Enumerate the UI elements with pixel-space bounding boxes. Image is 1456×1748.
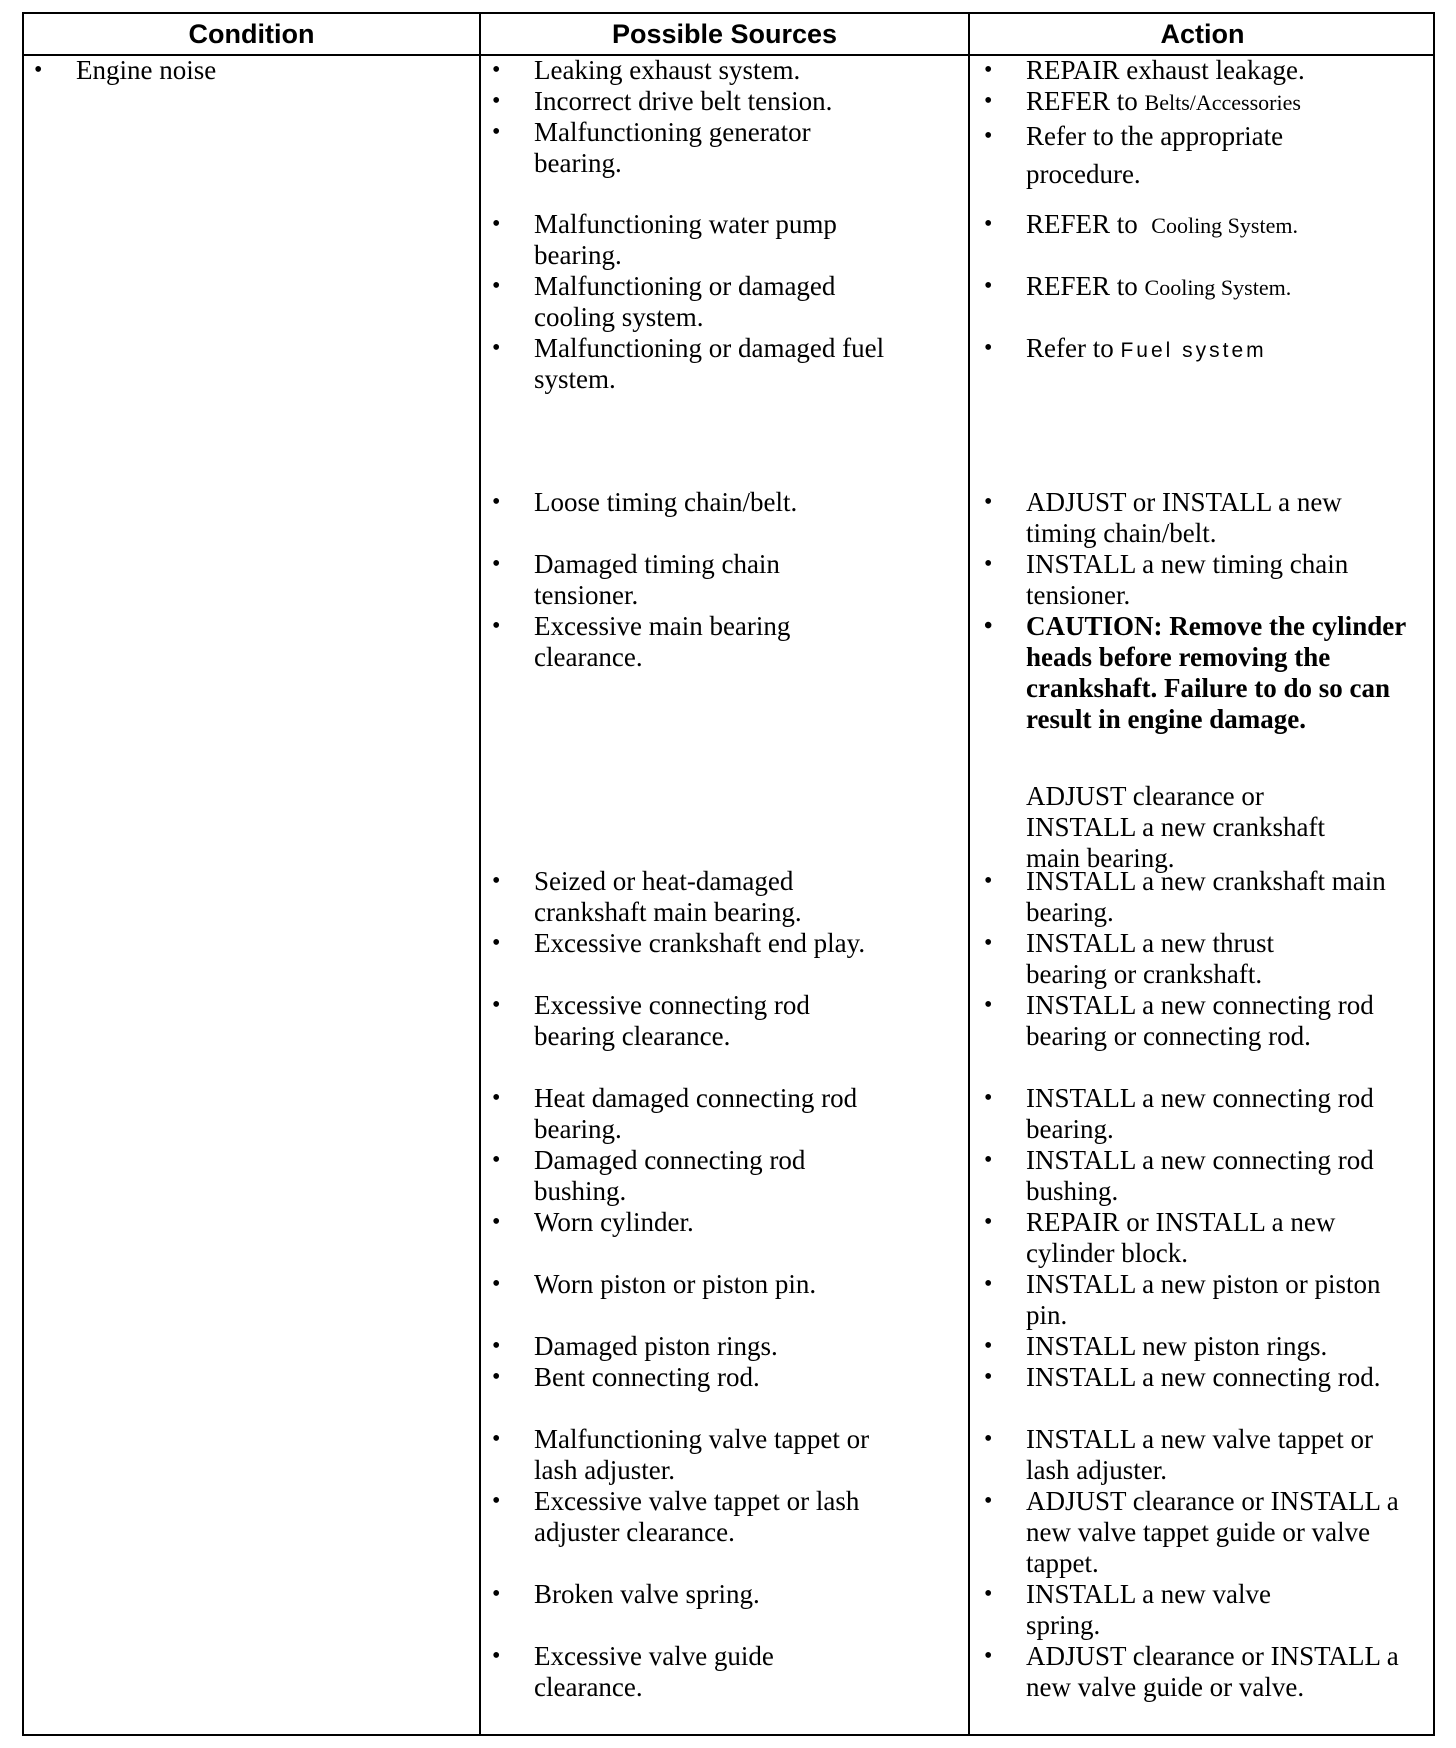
action-item: • REFER to Belts/Accessories xyxy=(984,86,1301,116)
source-item: • Heat damaged connecting rod bearing. xyxy=(492,1083,858,1144)
action-item: • INSTALL a new connecting rod bearing or connecting rod. xyxy=(984,990,1374,1051)
action-item: • ADJUST clearance or INSTALL a new valve tappet guide or valve tappet. xyxy=(984,1486,1399,1578)
column-divider xyxy=(968,14,970,1734)
source-item: • Malfunctioning water pump bearing. xyxy=(492,209,837,270)
caution-note: • CAUTION: Remove the cylinder heads before removing the crankshaft. Failure to do so can result in engine damage. xyxy=(984,611,1406,734)
source-item: • Excessive crankshaft end play. xyxy=(492,928,866,958)
action-item: • ADJUST clearance or INSTALL a new valve guide or valve. xyxy=(984,1641,1399,1702)
source-item: • Damaged timing chain tensioner. xyxy=(492,549,780,610)
action-item: • ADJUST or INSTALL a new timing chain/belt. xyxy=(984,487,1342,548)
source-item: • Excessive connecting rod bearing clearance. xyxy=(492,990,810,1051)
action-item: • INSTALL new piston rings. xyxy=(984,1331,1328,1361)
troubleshooting-table xyxy=(22,12,1435,1736)
action-item: • REPAIR or INSTALL a new cylinder block. xyxy=(984,1207,1336,1268)
action-item: • REFER to Cooling System. xyxy=(984,271,1292,301)
source-item: • Leaking exhaust system. xyxy=(492,55,801,85)
source-item: • Malfunctioning or damaged fuel system. xyxy=(492,333,885,394)
source-item: • Malfunctioning generator bearing. xyxy=(492,117,811,178)
source-item: • Damaged piston rings. xyxy=(492,1331,778,1361)
action-item: • INSTALL a new piston or piston pin. xyxy=(984,1269,1381,1330)
action-item: • INSTALL a new connecting rod bearing. xyxy=(984,1083,1374,1144)
action-item: • INSTALL a new connecting rod bushing. xyxy=(984,1145,1374,1206)
action-item: • INSTALL a new crankshaft main bearing. xyxy=(984,866,1386,927)
column-divider xyxy=(479,14,481,1734)
source-item: • Bent connecting rod. xyxy=(492,1362,760,1392)
source-item: • Worn cylinder. xyxy=(492,1207,694,1237)
source-item: • Malfunctioning valve tappet or lash adjuster. xyxy=(492,1424,870,1485)
action-item: • REPAIR exhaust leakage. xyxy=(984,55,1305,85)
source-item: • Malfunctioning or damaged cooling system. xyxy=(492,271,836,332)
source-item: • Worn piston or piston pin. xyxy=(492,1269,817,1299)
source-item: • Damaged connecting rod bushing. xyxy=(492,1145,806,1206)
action-item: • INSTALL a new timing chain tensioner. xyxy=(984,549,1349,610)
header-condition: Condition xyxy=(188,19,315,49)
header-sources: Possible Sources xyxy=(611,19,838,49)
action-item: • INSTALL a new thrust bearing or crankshaft. xyxy=(984,928,1275,989)
action-item: • INSTALL a new valve tappet or lash adjuster. xyxy=(984,1424,1373,1485)
condition-item: • Engine noise xyxy=(34,55,217,85)
action-item: • INSTALL a new valve spring. xyxy=(984,1579,1272,1640)
action-item: • REFER to Cooling System. xyxy=(984,209,1298,239)
header-action: Action xyxy=(1160,19,1245,49)
action-item: • Refer to the appropriate procedure. xyxy=(984,121,1284,189)
source-item: • Excessive main bearing clearance. xyxy=(492,611,791,672)
source-item: • Seized or heat-damaged crankshaft main bearing. xyxy=(492,866,802,927)
action-item: ADJUST clearance or INSTALL a new crankshaft main bearing. xyxy=(1026,781,1325,873)
source-item: • Incorrect drive belt tension. xyxy=(492,86,833,116)
source-item: • Excessive valve tappet or lash adjuster clearance. xyxy=(492,1486,860,1547)
source-item: • Loose timing chain/belt. xyxy=(492,487,798,517)
action-item: • INSTALL a new connecting rod. xyxy=(984,1362,1381,1392)
action-item: • Refer to Fuel system xyxy=(984,333,1267,363)
source-item: • Excessive valve guide clearance. xyxy=(492,1641,774,1702)
source-item: • Broken valve spring. xyxy=(492,1579,760,1609)
